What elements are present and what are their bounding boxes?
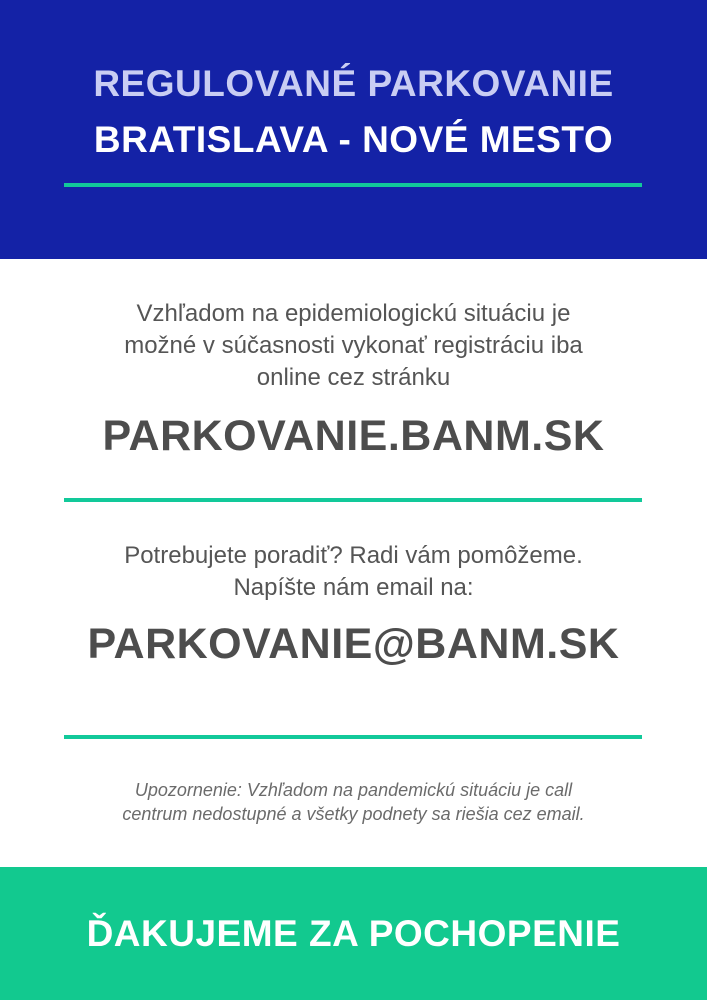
info-line: možné v súčasnosti vykonať registráciu iba [124, 332, 583, 359]
notice-line: Upozornenie: Vzhľadom na pandemickú situáciu je call [134, 780, 573, 800]
section-divider [64, 735, 642, 739]
notice-text [30, 778, 677, 826]
thank-you-text: ĎAKUJEME ZA POCHOPENIE [86, 913, 621, 954]
header-divider [64, 183, 642, 187]
help-line: Napíšte nám email na: [233, 574, 474, 601]
email-address: PARKOVANIE@BANM.SK [87, 620, 620, 668]
help-text [40, 540, 667, 604]
title-line-1: REGULOVANÉ PARKOVANIE [93, 63, 614, 104]
section-divider [64, 498, 642, 502]
title-line-2: BRATISLAVA - NOVÉ MESTO [93, 119, 614, 160]
header-banner [0, 0, 707, 259]
info-line: Vzhľadom na epidemiologickú situáciu je [136, 300, 571, 327]
footer-banner [0, 867, 707, 1000]
registration-info-text [40, 298, 667, 394]
help-line: Potrebujete poradiť? Radi vám pomôžeme. [124, 542, 583, 569]
info-line: online cez stránku [256, 364, 451, 391]
notice-line: centrum nedostupné a všetky podnety sa riešia cez email. [122, 804, 585, 824]
website-address: PARKOVANIE.BANM.SK [102, 412, 605, 460]
